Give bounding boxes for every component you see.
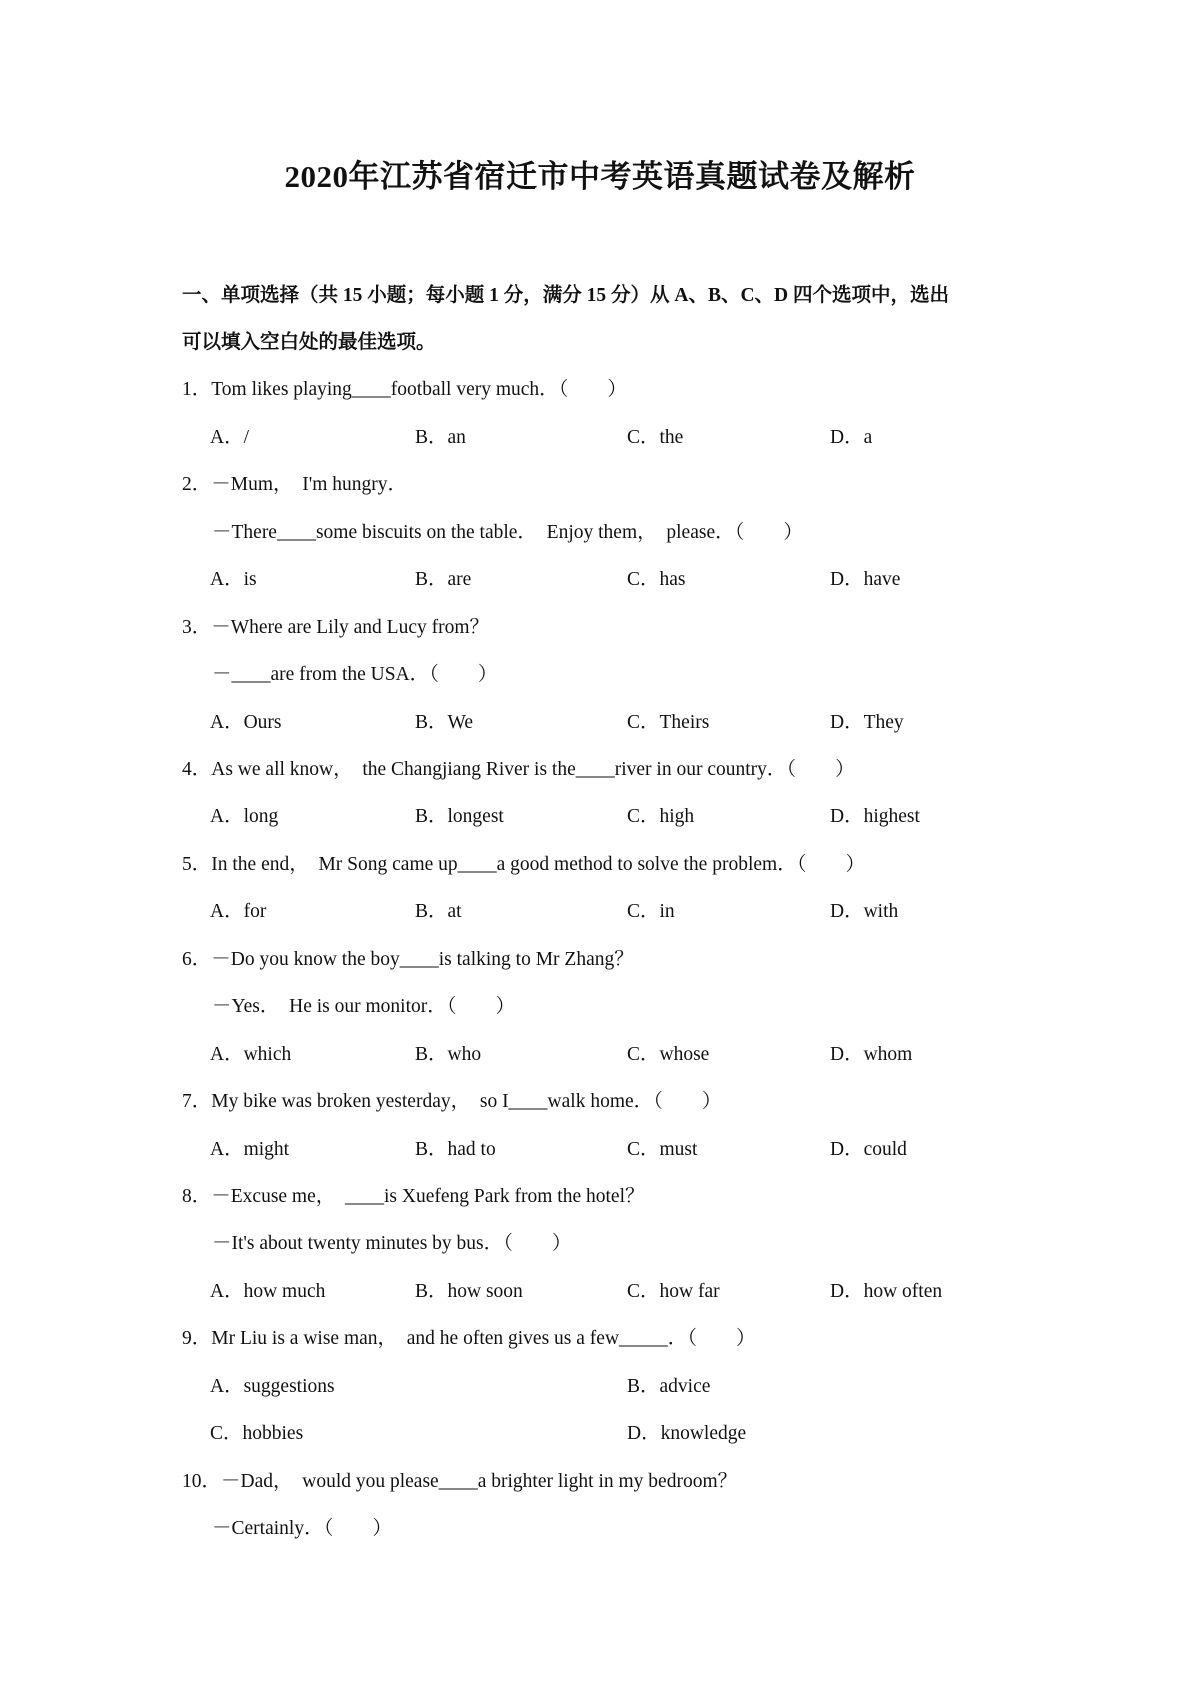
question-6-reply: －Yes． He is our monitor．（ ） [212,996,515,1017]
question-8-reply: －It's about twenty minutes by bus．（ ） [212,1233,572,1254]
question-7-option-b: B．had to [415,1139,496,1160]
question-1-option-a: A．/ [210,427,250,448]
question-1-option-b: B．an [415,427,466,448]
question-7-option-a: A．might [210,1139,290,1160]
question-2-option-a: A．is [210,569,257,590]
question-10-stem: 10．－Dad， would you please____a brighter light in my bedroom？ [182,1471,738,1492]
question-6-stem: 6．－Do you know the boy____is talking to Mr Zhang？ [182,949,634,970]
question-8-option-b: B．how soon [415,1281,523,1302]
question-2-stem: 2．－Mum， I'm hungry． [182,474,408,495]
question-7-stem: 7．My bike was broken yesterday， so I____walk home．（ ） [182,1091,722,1112]
question-7-option-c: C．must [627,1139,698,1160]
question-9-option-d: D．knowledge [627,1423,747,1444]
question-3-stem: 3．－Where are Lily and Lucy from？ [182,617,490,638]
question-9-option-a: A．suggestions [210,1376,335,1397]
question-9-option-b: B．advice [627,1376,711,1397]
question-2-option-b: B．are [415,569,472,590]
question-8-option-d: D．how often [830,1281,943,1302]
question-6-option-c: C．whose [627,1044,710,1065]
question-7-option-d: D．could [830,1139,907,1160]
question-9-option-c: C．hobbies [210,1423,304,1444]
question-1-option-d: D．a [830,427,873,448]
question-9-stem: 9．Mr Liu is a wise man， and he often gives us a few_____．（ ） [182,1328,756,1349]
question-2-option-c: C．has [627,569,686,590]
question-3-option-a: A．Ours [210,712,282,733]
question-8-option-c: C．how far [627,1281,720,1302]
question-4-option-b: B．longest [415,806,504,827]
question-2-reply: －There____some biscuits on the table． Enjoy them， please．（ ） [212,522,803,543]
question-5-option-b: B．at [415,901,462,922]
question-4-stem: 4．As we all know， the Changjiang River is the____river in our country．（ ） [182,759,855,780]
question-3-option-d: D．They [830,712,904,733]
section-heading-line-1: 一、单项选择（共 15 小题；每小题 1 分，满分 15 分）从 A、B、C、D 四个选项中，选出 [182,285,950,306]
question-5-option-a: A．for [210,901,267,922]
question-5-option-c: C．in [627,901,675,922]
question-3-option-c: C．Theirs [627,712,710,733]
question-1-stem: 1．Tom likes playing____football very much．（ ） [182,379,627,400]
question-8-option-a: A．how much [210,1281,326,1302]
question-3-reply: －____are from the USA．（ ） [212,664,498,685]
question-6-option-a: A．which [210,1044,292,1065]
question-6-option-d: D．whom [830,1044,913,1065]
page-title: 2020年江苏省宿迁市中考英语真题试卷及解析 [284,159,916,194]
question-4-option-c: C．high [627,806,695,827]
question-8-stem: 8．－Excuse me， ____is Xuefeng Park from the hotel？ [182,1186,645,1207]
question-4-option-a: A．long [210,806,279,827]
section-heading-line-2: 可以填入空白处的最佳选项。 [182,332,436,353]
question-4-option-d: D．highest [830,806,920,827]
question-5-stem: 5．In the end， Mr Song came up____a good method to solve the problem．（ ） [182,854,865,875]
question-2-option-d: D．have [830,569,901,590]
question-5-option-d: D．with [830,901,899,922]
question-1-option-c: C．the [627,427,684,448]
question-10-reply: －Certainly．（ ） [212,1518,392,1539]
question-3-option-b: B．We [415,712,474,733]
question-6-option-b: B．who [415,1044,482,1065]
